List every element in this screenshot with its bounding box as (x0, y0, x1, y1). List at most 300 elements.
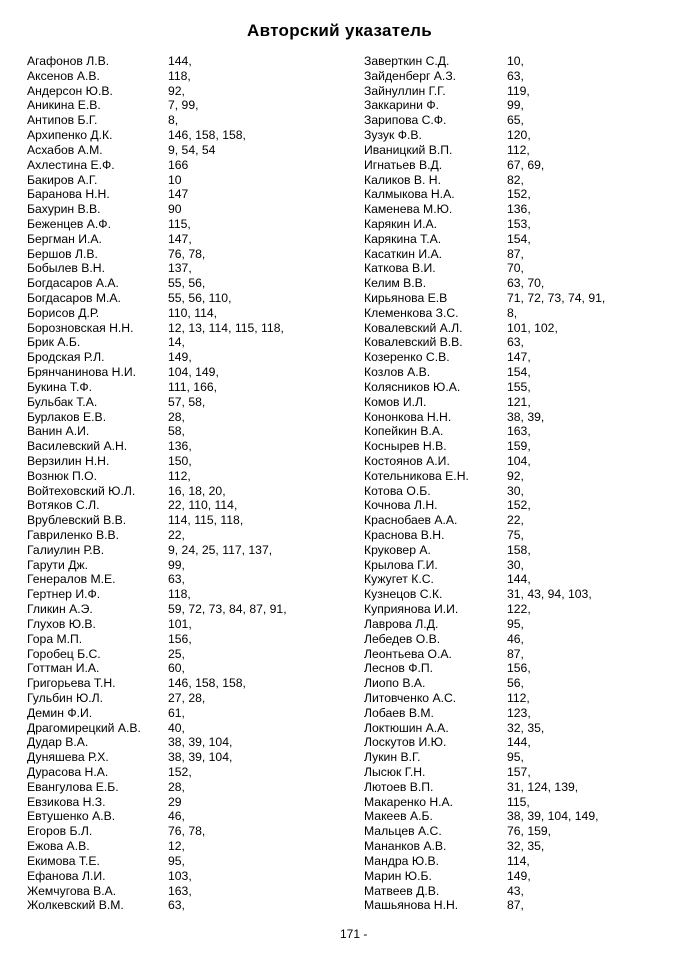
index-entry (364, 691, 664, 706)
author-name: Зайденберг А.З. (364, 68, 457, 83)
author-name: Готтман И.А. (27, 661, 100, 676)
index-entry (364, 276, 664, 291)
index-entry (364, 528, 664, 543)
index-entry (364, 543, 664, 558)
author-name: Каткова В.И. (364, 261, 436, 276)
author-name: Макаренко Н.А. (364, 794, 454, 809)
index-entry (364, 69, 664, 84)
author-name: Макеев А.Б. (364, 809, 433, 824)
index-entry (27, 291, 327, 306)
page-references: 30, (507, 557, 524, 572)
author-name: Брик А.Б. (27, 335, 81, 350)
index-entry (364, 247, 664, 262)
author-name: Карякина Т.А. (364, 231, 442, 246)
page-references: 8, (507, 305, 518, 320)
index-entry (364, 795, 664, 810)
author-name: Лиопо В.А. (364, 676, 426, 691)
author-name: Зузук Ф.В. (364, 128, 422, 143)
page-references: 118, (168, 68, 191, 83)
page-references: 111, 166, (168, 379, 218, 394)
index-entry (27, 780, 327, 795)
author-name: Келим В.В. (364, 276, 427, 291)
page-references: 55, 56, (168, 276, 206, 291)
index-entry (27, 824, 327, 839)
index-entry (364, 291, 664, 306)
author-name: Баранова Н.Н. (27, 187, 110, 202)
page-references: 87, (507, 898, 524, 913)
page-references: 55, 56, 110, (168, 291, 232, 305)
page-references: 95, (168, 853, 185, 868)
page-title: Авторский указатель (247, 21, 432, 40)
page-references: 92, (168, 83, 185, 98)
page-references: 38, 39, 104, (168, 750, 233, 765)
page-references: 22, (168, 528, 185, 542)
page-references: 87, (507, 246, 524, 261)
author-name: Каликов В. Н. (364, 172, 441, 187)
page-references: 9, 54, 54 (168, 142, 216, 157)
author-name: Леснов Ф.П. (364, 661, 434, 676)
author-name: Ковалевский В.В. (364, 335, 463, 350)
page-references: 154, (507, 231, 531, 246)
index-entry (27, 706, 327, 721)
author-name: Ковалевский А.Л. (364, 320, 463, 335)
page-references: 136, (168, 439, 192, 454)
page-references: 155, (507, 379, 531, 394)
index-entry (364, 498, 664, 513)
index-entry (364, 306, 664, 321)
author-name: Ефанова Л.И. (27, 868, 106, 883)
index-entry (364, 410, 664, 425)
author-name: Гертнер И.Ф. (27, 587, 101, 602)
page-references: 56, (507, 676, 524, 691)
page-references: 115, (507, 794, 530, 809)
author-name: Мальцев А.С. (364, 824, 442, 839)
page-references: 65, (507, 113, 524, 128)
author-name: Заверткин С.Д. (364, 54, 450, 68)
page-references: 63, (168, 572, 185, 587)
author-name: Клеменкова З.С. (364, 305, 459, 320)
index-entry (364, 587, 664, 602)
index-entry (27, 439, 327, 454)
page-references: 158, (507, 542, 531, 557)
page-references: 147, (507, 350, 531, 365)
index-entry (27, 410, 327, 425)
author-name: Копейкин В.А. (364, 424, 444, 439)
author-name: Кононкова Н.Н. (364, 409, 452, 424)
index-entry (27, 143, 327, 158)
page-references: 112, (507, 690, 530, 705)
author-name: Аксенов А.В. (27, 68, 100, 83)
page-references: 144, (168, 54, 192, 68)
index-entry (364, 780, 664, 795)
page-references: 147 (168, 187, 189, 202)
author-name: Лебедев О.В. (364, 631, 441, 646)
page-references: 28, (168, 409, 185, 424)
author-name: Касаткин И.А. (364, 246, 442, 261)
page-references: 82, (507, 172, 524, 187)
author-name: Драгомирецкий А.В. (27, 720, 141, 735)
author-name: Горобец Б.С. (27, 646, 101, 661)
index-entry (27, 128, 327, 143)
index-entry (364, 854, 664, 869)
author-name: Асхабов А.М. (27, 142, 103, 157)
page-references: 157, (507, 765, 531, 779)
author-name: Бергман И.А. (27, 231, 102, 246)
page-references: 95, (507, 750, 524, 765)
page-references: 32, 35, (507, 839, 545, 854)
index-entry (364, 721, 664, 736)
index-entry (364, 676, 664, 691)
index-entry (364, 187, 664, 202)
author-name: Гликин А.Э. (27, 602, 93, 617)
author-name: Гавриленко В.В. (27, 528, 120, 542)
index-entry (27, 721, 327, 736)
author-name: Бродская Р.Л. (27, 350, 105, 365)
author-name: Жолкевский В.М. (27, 898, 124, 913)
index-entry (27, 839, 327, 854)
page-references: 149, (507, 868, 531, 883)
index-entry (364, 395, 664, 410)
author-name: Аникина Е.В. (27, 98, 101, 113)
index-entry (364, 335, 664, 350)
page-references: 119, (507, 83, 530, 98)
author-name: Крылова Г.И. (364, 557, 438, 572)
author-name: Круковер А. (364, 542, 431, 557)
index-entry (364, 765, 664, 780)
page-references: 101, 102, (507, 320, 558, 335)
author-name: Коснырев Н.В. (364, 439, 447, 454)
author-name: Богдасаров М.А. (27, 291, 121, 305)
page-references: 46, (507, 631, 524, 646)
page-references: 61, (168, 705, 185, 720)
page-references: 121, (507, 394, 531, 409)
index-entry (27, 750, 327, 765)
index-entry (27, 306, 327, 321)
index-entry (364, 321, 664, 336)
author-name: Дурасова Н.А. (27, 765, 109, 779)
index-entry (27, 528, 327, 543)
author-name: Кирьянова Е.В (364, 291, 448, 305)
index-entry (27, 691, 327, 706)
page-references: 30, (507, 483, 524, 498)
author-name: Екимова Т.Е. (27, 853, 100, 868)
author-name: Евангулова Е.Б. (27, 779, 119, 794)
author-name: Егоров Б.Л. (27, 824, 93, 839)
author-name: Войтеховский Ю.Л. (27, 483, 136, 498)
index-entry (27, 795, 327, 810)
author-name: Андерсон Ю.В. (27, 83, 113, 98)
page-references: 156, (168, 631, 192, 646)
index-entry (364, 617, 664, 632)
index-entry (27, 809, 327, 824)
index-entry (364, 469, 664, 484)
page-references: 12, 13, 114, 115, 118, (168, 320, 284, 335)
index-entry (364, 232, 664, 247)
page-references: 76, 78, (168, 824, 206, 839)
index-entry (364, 869, 664, 884)
index-entry (27, 869, 327, 884)
index-entry (27, 232, 327, 247)
author-name: Кужугет К.С. (364, 572, 434, 587)
author-name: Лукин В.Г. (364, 750, 421, 765)
author-name: Зайнуллин Г.Г. (364, 83, 446, 98)
page-references: 136, (507, 202, 531, 217)
page-references: 70, (507, 261, 524, 276)
author-name: Букина Т.Ф. (27, 379, 92, 394)
page-references: 57, 58, (168, 394, 206, 409)
index-entry (27, 380, 327, 395)
index-entry (364, 202, 664, 217)
page-references: 166 (168, 157, 189, 172)
index-entry (27, 202, 327, 217)
page-references: 38, 39, 104, 149, (507, 809, 599, 824)
index-entry (364, 217, 664, 232)
page-references: 99, (168, 557, 185, 572)
index-entry (364, 424, 664, 439)
page-references: 146, 158, 158, (168, 676, 246, 691)
author-name: Лобаев В.М. (364, 705, 434, 720)
page-references: 156, (507, 661, 531, 676)
index-entry (27, 335, 327, 350)
page-references: 153, (507, 216, 531, 231)
index-entry (27, 276, 327, 291)
page-references: 7, 99, (168, 98, 199, 113)
author-name: Агафонов Л.В. (27, 54, 110, 68)
author-name: Врублевский В.В. (27, 513, 127, 528)
author-name: Борисов Д.Р. (27, 305, 100, 320)
author-name: Вотяков С.Л. (27, 498, 100, 513)
page-references: 8, (168, 113, 179, 128)
page-references: 152, (168, 765, 192, 779)
author-name: Игнатьев В.Д. (364, 157, 443, 172)
index-entry (364, 602, 664, 617)
index-entry (27, 69, 327, 84)
index-entry (364, 454, 664, 469)
author-name: Мананков А.В. (364, 839, 447, 854)
page-references: 137, (168, 261, 192, 276)
index-entry (364, 84, 664, 99)
index-entry (364, 113, 664, 128)
author-name: Демин Ф.И. (27, 705, 93, 720)
page-references: 9, 24, 25, 117, 137, (168, 542, 273, 557)
index-entry (27, 261, 327, 276)
author-name: Ванин А.И. (27, 424, 90, 439)
index-entry (364, 54, 664, 69)
author-name: Лаврова Л.Д. (364, 616, 439, 631)
page-number: 171 - (340, 927, 368, 941)
index-entry (364, 513, 664, 528)
page-references: 104, (507, 453, 531, 468)
author-name: Зарипова С.Ф. (364, 113, 447, 128)
index-entry (27, 365, 327, 380)
page-references: 60, (168, 661, 185, 676)
index-entry (27, 676, 327, 691)
index-entry (364, 484, 664, 499)
index-entry (364, 158, 664, 173)
author-name: Бахурин В.В. (27, 202, 101, 217)
index-entry (27, 602, 327, 617)
index-entry (27, 158, 327, 173)
index-entry (27, 765, 327, 780)
index-entry (364, 380, 664, 395)
page-references: 63, 70, (507, 276, 545, 291)
author-name: Гульбин Ю.Л. (27, 690, 104, 705)
page-references: 144, (507, 735, 531, 750)
page-references: 149, (168, 350, 192, 365)
page-references: 146, 158, 158, (168, 128, 246, 143)
page-references: 31, 124, 139, (507, 779, 579, 794)
author-name: Василевский А.Н. (27, 439, 128, 454)
page-references: 163, (507, 424, 531, 439)
page-references: 43, (507, 883, 524, 898)
index-entry (27, 84, 327, 99)
page-references: 46, (168, 809, 185, 824)
page-references: 22, (507, 513, 524, 528)
page-references: 71, 72, 73, 74, 91, (507, 291, 606, 305)
author-name: Бурлаков Е.В. (27, 409, 107, 424)
author-name: Литовченко А.С. (364, 690, 457, 705)
index-entry (364, 661, 664, 676)
index-entry (27, 454, 327, 469)
author-name: Глухов Ю.В. (27, 616, 96, 631)
index-entry (27, 617, 327, 632)
index-entry (27, 187, 327, 202)
author-name: Котельникова Е.Н. (364, 468, 469, 483)
author-name: Евзикова Н.З. (27, 794, 106, 809)
index-entry (364, 839, 664, 854)
author-name: Верзилин Н.Н. (27, 453, 110, 468)
index-entry (27, 350, 327, 365)
page-references: 110, 114, (168, 305, 218, 320)
page-references: 14, (168, 335, 185, 350)
page-references: 120, (507, 128, 531, 143)
author-name: Дудар В.А. (27, 735, 89, 750)
author-name: Козлов А.В. (364, 365, 431, 380)
page-references: 99, (507, 98, 524, 113)
page-references: 114, (507, 853, 530, 868)
index-entry (364, 572, 664, 587)
index-entry (27, 395, 327, 410)
author-name: Локтюшин А.А. (364, 720, 449, 735)
index-entry (27, 321, 327, 336)
index-entry (27, 513, 327, 528)
page-references: 92, (507, 468, 524, 483)
index-entry (364, 173, 664, 188)
index-entry (364, 632, 664, 647)
page-references: 63, (507, 335, 524, 350)
index-entry (364, 647, 664, 662)
page-references: 103, (168, 868, 192, 883)
author-name: Архипенко Д.К. (27, 128, 113, 143)
index-entry (27, 632, 327, 647)
author-name: Мандра Ю.В. (364, 853, 440, 868)
page-references: 10, (507, 54, 524, 68)
index-entry (27, 884, 327, 899)
page-references: 112, (507, 142, 530, 157)
page-references: 12, (168, 839, 185, 854)
author-name: Лоскутов И.Ю. (364, 735, 447, 750)
page-references: 38, 39, 104, (168, 735, 233, 750)
page-references: 150, (168, 453, 192, 468)
page-references: 59, 72, 73, 84, 87, 91, (168, 602, 287, 617)
index-entry (364, 884, 664, 899)
page-references: 154, (507, 365, 531, 380)
index-entry (364, 750, 664, 765)
page-references: 38, 39, (507, 409, 545, 424)
page-references: 31, 43, 94, 103, (507, 587, 592, 602)
page-references: 159, (507, 439, 531, 454)
page-references: 90 (168, 202, 182, 217)
index-entry (364, 439, 664, 454)
author-name: Ахлестина Е.Ф. (27, 157, 115, 172)
author-name: Котова О.Б. (364, 483, 431, 498)
index-entry (27, 54, 327, 69)
page-references: 163, (168, 883, 192, 898)
page-references: 112, (168, 468, 191, 483)
author-name: Жемчугова В.А. (27, 883, 117, 898)
author-name: Богдасаров А.А. (27, 276, 119, 291)
author-name: Галиулин Р.В. (27, 542, 105, 557)
author-name: Брянчанинова Н.И. (27, 365, 136, 380)
index-entry (27, 484, 327, 499)
index-entry (27, 558, 327, 573)
page-references: 76, 78, (168, 246, 206, 261)
page-references: 122, (507, 602, 531, 617)
index-entry (364, 143, 664, 158)
author-name: Марин Ю.Б. (364, 868, 432, 883)
page-references: 95, (507, 616, 524, 631)
author-index-left-column (27, 54, 327, 913)
author-name: Куприянова И.И. (364, 602, 459, 617)
author-name: Колясников Ю.А. (364, 379, 461, 394)
author-name: Бобылев В.Н. (27, 261, 105, 276)
index-entry (27, 498, 327, 513)
page-references: 58, (168, 424, 185, 439)
author-name: Вознюк П.О. (27, 468, 97, 483)
index-entry (27, 587, 327, 602)
index-entry (27, 735, 327, 750)
page-references: 25, (168, 646, 185, 661)
author-name: Гора М.П. (27, 631, 83, 646)
author-name: Антипов Б.Г. (27, 113, 98, 128)
author-name: Евтушенко А.В. (27, 809, 116, 824)
author-name: Краснобаев А.А. (364, 513, 458, 528)
index-entry (27, 543, 327, 558)
index-entry (364, 98, 664, 113)
author-name: Дуняшева Р.Х. (27, 750, 109, 765)
author-name: Костоянов А.И. (364, 453, 450, 468)
index-entry (364, 898, 664, 913)
page-references: 10 (168, 172, 182, 187)
author-name: Машьянова Н.Н. (364, 898, 459, 913)
page-references: 63, (507, 68, 524, 83)
author-name: Леонтьева О.А. (364, 646, 452, 661)
author-name: Краснова В.Н. (364, 528, 445, 542)
page-references: 114, 115, 118, (168, 513, 244, 528)
page-references: 67, 69, (507, 157, 545, 172)
author-name: Кузнецов С.К. (364, 587, 443, 602)
author-name: Гарути Дж. (27, 557, 88, 572)
author-name: Борозновская Н.Н. (27, 320, 134, 335)
author-name: Бульбак Т.А. (27, 394, 98, 409)
author-name: Карякин И.А. (364, 216, 438, 231)
author-name: Лысюк Г.Н. (364, 765, 426, 779)
page-references: 101, (168, 616, 192, 631)
page-references: 29 (168, 794, 182, 809)
index-entry (364, 128, 664, 143)
author-name: Лютоев В.П. (364, 779, 434, 794)
page-references: 104, 149, (168, 365, 219, 380)
